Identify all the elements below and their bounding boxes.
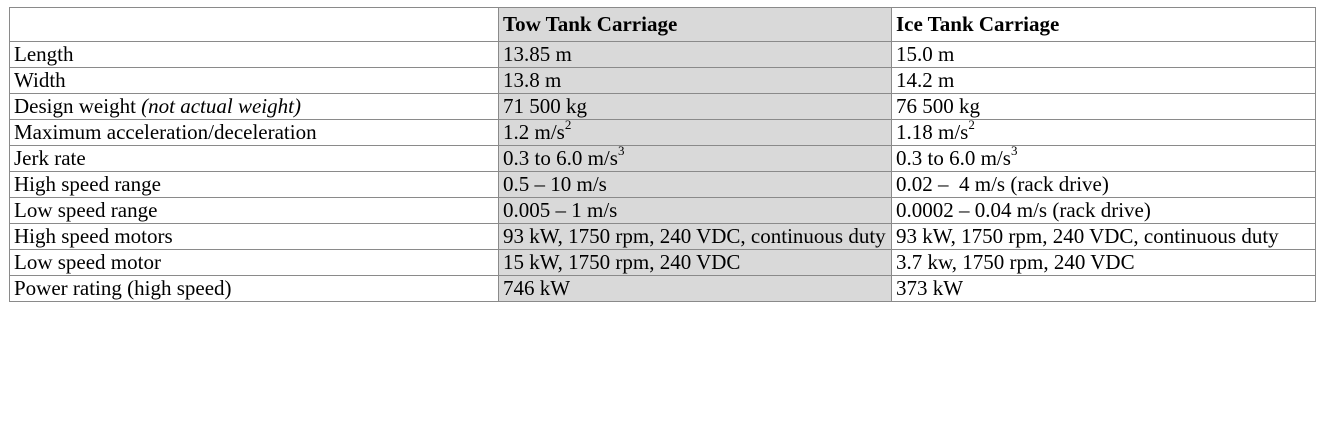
- header-tow-tank: Tow Tank Carriage: [499, 8, 892, 42]
- table-row: [10, 42, 1316, 68]
- tow-value-text: 1.2 m/s: [503, 120, 565, 144]
- ice-value: [892, 143, 1316, 172]
- tow-value: 0.005 – 1 m/s: [499, 198, 892, 224]
- table-row: [10, 198, 1316, 224]
- row-label: Low speed motor: [10, 250, 499, 276]
- ice-value: 0.0002 – 0.04 m/s (rack drive): [892, 198, 1316, 224]
- tow-value: 15 kW, 1750 rpm, 240 VDC: [499, 250, 892, 276]
- tow-value-exponent: 2: [564, 117, 572, 132]
- ice-value: 373 kW: [892, 276, 1316, 302]
- carriage-spec-table: [9, 7, 1316, 302]
- row-label: Low speed range: [10, 198, 499, 224]
- row-label: Length: [10, 42, 499, 68]
- ice-value: 3.7 kw, 1750 rpm, 240 VDC: [892, 250, 1316, 276]
- ice-value-text: 0.3 to 6.0 m/s: [896, 146, 1011, 170]
- ice-value-exponent: 3: [1010, 143, 1018, 158]
- spec-table-container: [9, 7, 1316, 302]
- ice-value: 0.02 – 4 m/s (rack drive): [892, 172, 1316, 198]
- tow-value-exponent: 3: [617, 143, 625, 158]
- tow-value: [499, 117, 892, 146]
- tow-value-text: 0.3 to 6.0 m/s: [503, 146, 618, 170]
- ice-value: 15.0 m: [892, 42, 1316, 68]
- tow-value: 93 kW, 1750 rpm, 240 VDC, continuous duty: [499, 224, 892, 250]
- row-label: Maximum acceleration/deceleration: [10, 120, 499, 146]
- table-row: [10, 172, 1316, 198]
- table-row: [10, 276, 1316, 302]
- tow-value: [499, 143, 892, 172]
- tow-value: 0.5 – 10 m/s: [499, 172, 892, 198]
- table-row: [10, 250, 1316, 276]
- row-label-text: Design weight: [14, 94, 142, 118]
- row-label: Power rating (high speed): [10, 276, 499, 302]
- ice-value: [892, 117, 1316, 146]
- table-row: [10, 224, 1316, 250]
- table-row: [10, 120, 1316, 146]
- ice-value: 14.2 m: [892, 68, 1316, 94]
- row-label-note: (not actual weight): [141, 94, 301, 118]
- header-row: [10, 8, 1316, 42]
- ice-value-text: 1.18 m/s: [896, 120, 969, 144]
- table-row: [10, 94, 1316, 120]
- tow-value: 13.8 m: [499, 68, 892, 94]
- tow-value: 71 500 kg: [499, 94, 892, 120]
- tow-value: 13.85 m: [499, 42, 892, 68]
- ice-value: 76 500 kg: [892, 94, 1316, 120]
- ice-value: 93 kW, 1750 rpm, 240 VDC, continuous duty: [892, 224, 1316, 250]
- ice-value-exponent: 2: [968, 117, 975, 132]
- table-row: [10, 68, 1316, 94]
- header-empty: [10, 8, 499, 42]
- row-label: High speed motors: [10, 224, 499, 250]
- row-label: Jerk rate: [10, 146, 499, 172]
- row-label: [10, 94, 499, 120]
- row-label: High speed range: [10, 172, 499, 198]
- tow-value: 746 kW: [499, 276, 892, 302]
- table-row: [10, 146, 1316, 172]
- row-label: Width: [10, 68, 499, 94]
- header-ice-tank: Ice Tank Carriage: [892, 8, 1316, 42]
